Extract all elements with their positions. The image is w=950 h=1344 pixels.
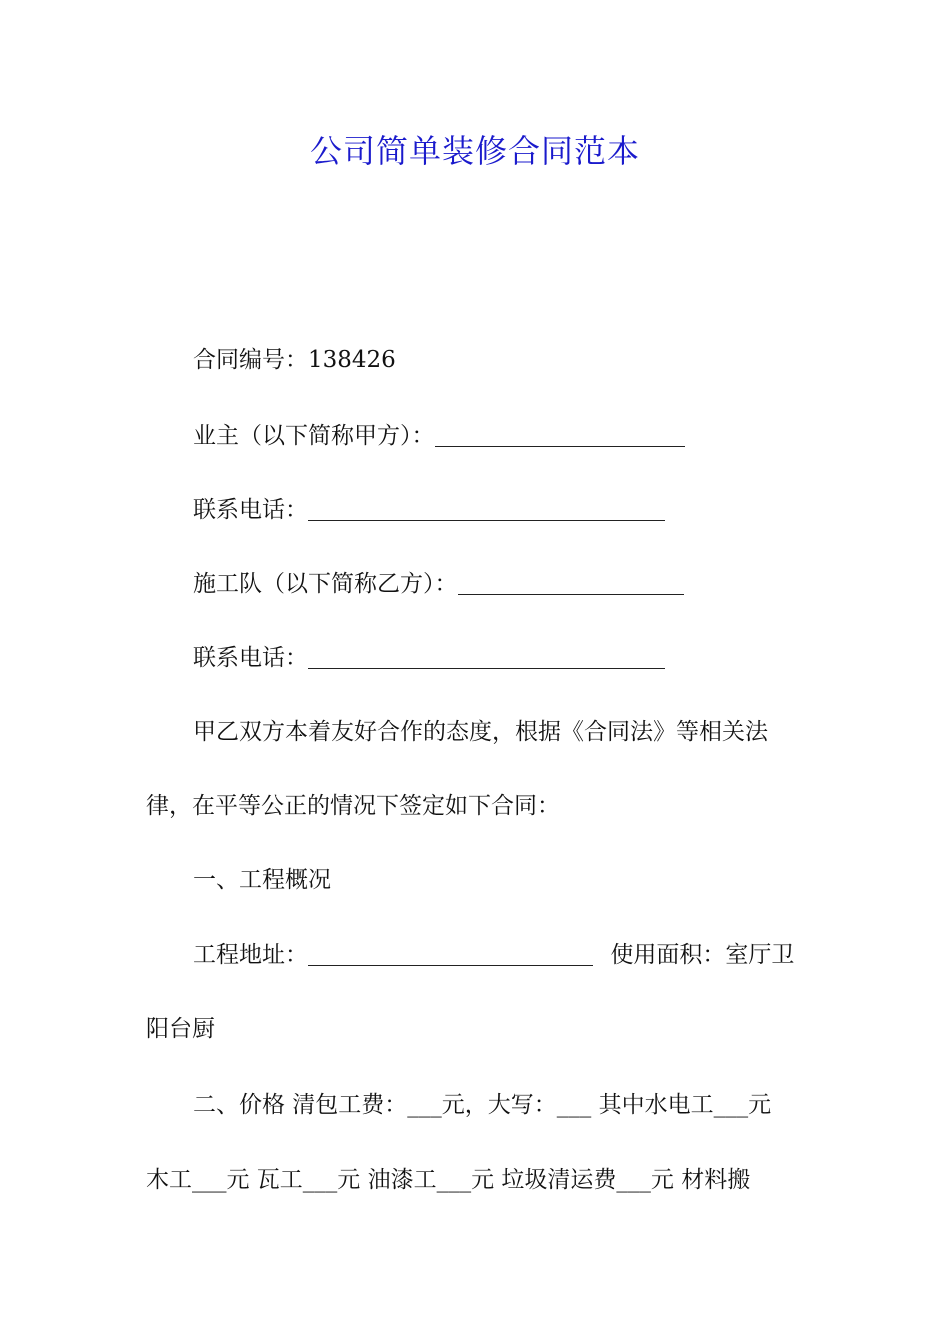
- paragraph-1-line-1: 甲乙双方本着友好合作的态度，根据《合同法》等相关法: [193, 719, 768, 745]
- price-line-2: 木工___元 瓦工___元 油漆工___元 垃圾清运费___元 材料搬: [146, 1167, 751, 1193]
- owner-line: [146, 416, 806, 456]
- owner-phone-label: 联系电话：: [193, 497, 308, 523]
- team-phone-line: [146, 638, 806, 678]
- owner-blank: [435, 424, 685, 447]
- owner-phone-blank: [308, 498, 665, 521]
- document-title: 公司简单装修合同范本: [309, 132, 640, 170]
- area-continuation: 阳台厨: [146, 1016, 215, 1042]
- owner-label: 业主（以下简称甲方）：: [193, 423, 435, 449]
- paragraph-1-line-2: 律，在平等公正的情况下签定如下合同：: [146, 793, 560, 819]
- team-blank: [458, 572, 684, 595]
- address-blank: [308, 943, 593, 966]
- team-phone-label: 联系电话：: [193, 645, 308, 671]
- section-1-heading: 一、工程概况: [193, 867, 331, 893]
- team-line: [146, 564, 806, 604]
- address-line: [146, 935, 806, 975]
- team-phone-blank: [308, 646, 665, 669]
- owner-phone-line: [146, 490, 806, 530]
- contract-number: 合同编号：138426: [193, 347, 396, 373]
- team-label: 施工队（以下简称乙方）：: [193, 571, 458, 597]
- price-line-1: 二、价格 清包工费：___元，大写：___ 其中水电工___元: [193, 1092, 772, 1118]
- address-label: 工程地址：: [193, 942, 308, 968]
- area-label: 使用面积：室厅卫: [610, 942, 795, 968]
